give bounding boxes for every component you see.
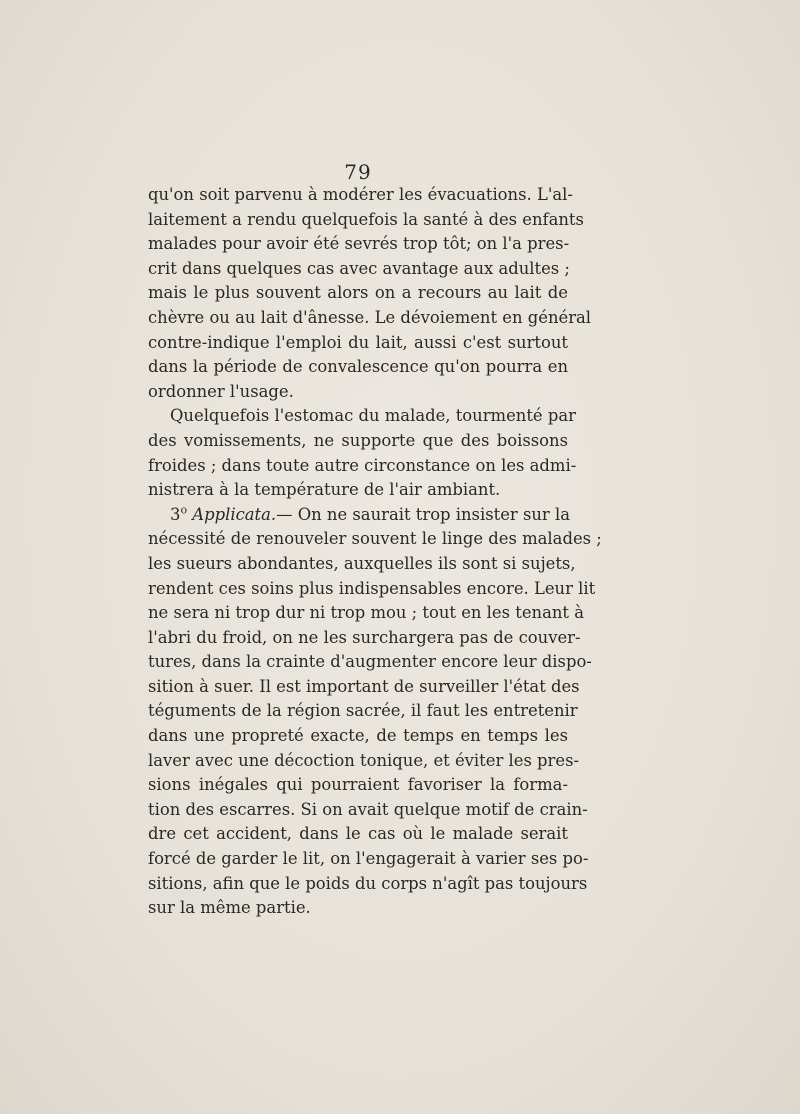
text-line: sitions, afin que le poids du corps n'agît pas toujours (148, 873, 588, 893)
section-number: 3 (170, 504, 181, 524)
text-line: nécessité de renouveler souvent le linge des malades ; (148, 529, 602, 549)
paragraph-3 (148, 503, 602, 921)
text-line: malades pour avoir été sevrés trop tôt; on l'a pres- (148, 234, 570, 254)
text-line: rendent ces soins plus indispensables encore. Leur lit (148, 578, 596, 598)
body-text (148, 183, 602, 921)
text-line: sions inégales qui pourraient favoriser la forma- (148, 775, 568, 795)
text-line: téguments de la région sacrée, il faut les entretenir (148, 701, 578, 721)
text-line: tion des escarres. Si on avait quelque motif de crain- (148, 799, 588, 819)
section-number-superscript: o (180, 503, 188, 517)
text-line: nistrera à la température de l'air ambiant. (148, 480, 501, 500)
text-line: les sueurs abondantes, auxquelles ils sont si sujets, (148, 553, 576, 573)
page-number: 79 (344, 160, 372, 184)
text-line: contre-indique l'emploi du lait, aussi c'est surtout (148, 332, 568, 352)
text-line: mais le plus souvent alors on a recours au lait de (148, 283, 568, 303)
text-line: l'abri du froid, on ne les surchargera pas de couver- (148, 627, 581, 647)
text-fragment: — On ne saurait trop insister sur la (276, 504, 570, 524)
text-line: dans une propreté exacte, de temps en temps les (148, 726, 568, 746)
text-line: laitement a rendu quelquefois la santé à des enfants (148, 209, 584, 229)
paragraph-2 (148, 404, 577, 502)
text-line: dre cet accident, dans le cas où le malade serait (148, 824, 568, 844)
text-line: sur la même partie. (148, 898, 311, 918)
section-heading-line (148, 503, 568, 528)
text-line: dans la période de convalescence qu'on pourra en (148, 357, 568, 377)
text-line: laver avec une décoction tonique, et éviter les pres- (148, 750, 580, 770)
text-line: qu'on soit parvenu à modérer les évacuations. L'al- (148, 185, 573, 204)
text-line: ordonner l'usage. (148, 381, 294, 401)
text-line: tures, dans la crainte d'augmenter encore leur dispo- (148, 652, 592, 672)
text-line: ne sera ni trop dur ni trop mou ; tout en les tenant à (148, 603, 584, 623)
text-line: froides ; dans toute autre circonstance on les admi- (148, 455, 577, 475)
text-line: des vomissements, ne supporte que des boissons (148, 430, 568, 450)
text-line: chèvre ou au lait d'ânesse. Le dévoiement en général (148, 307, 592, 327)
section-title: Applicata. (192, 504, 277, 524)
text-line: forcé de garder le lit, on l'engagerait à varier ses po- (148, 849, 589, 869)
text-line: sition à suer. Il est important de surveiller l'état des (148, 676, 580, 696)
text-line: Quelquefois l'estomac du malade, tourmenté par (170, 406, 576, 426)
text-line: crit dans quelques cas avec avantage aux adultes ; (148, 258, 570, 278)
paragraph-1 (148, 183, 592, 404)
